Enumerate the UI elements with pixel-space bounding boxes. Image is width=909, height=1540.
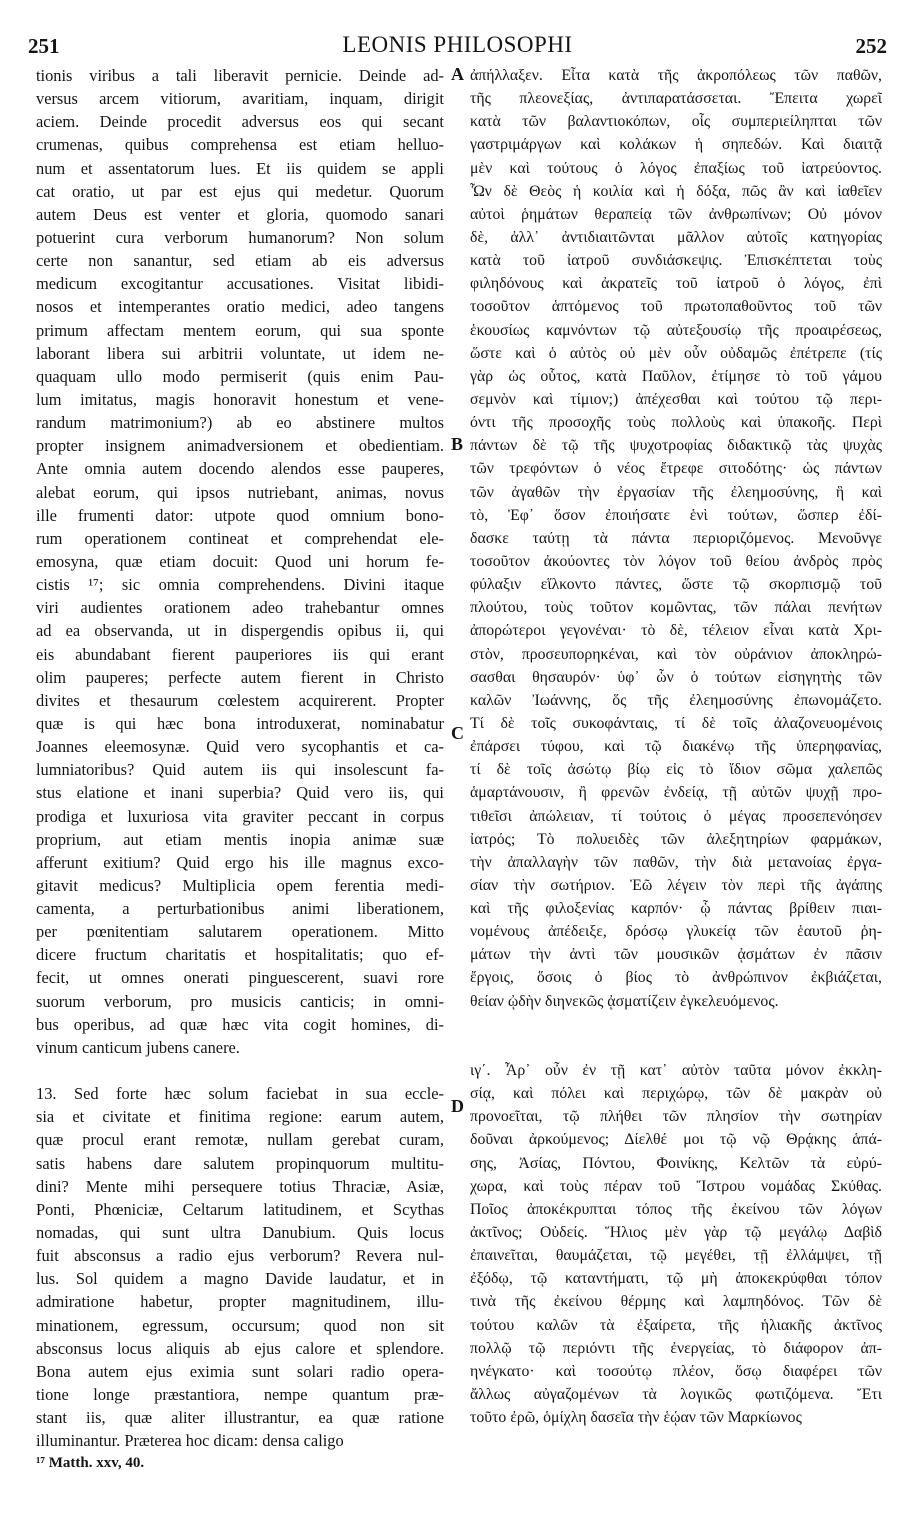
greek-text-line: μὲν καὶ τούτους ὁ λόγος ἐπαξίως τοῦ ἰατρεύοντος. bbox=[470, 159, 882, 177]
greek-text-line: σασθαι θησαυρόν· ὑφ᾽ ὧν ὁ τούτων εἰσηγητὴς τῶν bbox=[470, 668, 882, 686]
greek-text-line: τιθεῖσι ἀπώλειαν, τί τούτοις ὁ μέγας προσεπενόησεν bbox=[470, 807, 882, 825]
latin-text-line: tione longe præstantiora, nempe quantum præ- bbox=[36, 1385, 444, 1405]
latin-text-line: lumniatoribus? Quid autem iis qui insolescunt fa- bbox=[36, 760, 444, 780]
latin-text-line: randum matrimonium?) ab eo abstinere multos bbox=[36, 413, 444, 433]
latin-text-line: propter insignem animadversionem et obedientiam. bbox=[36, 436, 444, 456]
latin-text-line: absconsus locus aliquis ab ejus calore et splendore. bbox=[36, 1338, 444, 1358]
latin-text-line: quæ procul erant remotæ, nullam gerebat curam, bbox=[36, 1130, 444, 1150]
latin-text-line: Ponti, Phœniciæ, Celtarum latitudinem, et Scythas bbox=[36, 1199, 444, 1219]
latin-text-line: medicum excogitantur accusationes. Visitat libidi- bbox=[36, 274, 444, 294]
greek-text-line: τὴν ἀπαλλαγὴν τῶν παθῶν, τὴν διὰ μετανοίας ἐργα- bbox=[470, 853, 882, 871]
latin-text-line: nosos et intemperantes oratio medici, adeo tangens bbox=[36, 297, 444, 317]
greek-text-line: αὐτοὶ ῥημάτων θεραπείᾳ τῶν ἀνθρωπίνων; Οὐ μόνον bbox=[470, 205, 882, 223]
latin-text-line: quaquam ullo modo permiserit (quis enim Pau- bbox=[36, 366, 444, 386]
greek-text-line: Τί δὲ τοῖς συκοφάνταις, τί δὲ τοῖς ἀλαζονευομένοις bbox=[470, 714, 882, 732]
latin-text-line: lum imitatus, magis honoravit honestum et vene- bbox=[36, 389, 444, 409]
latin-text-line: ille frumenti dator: utpote quod omnium bono- bbox=[36, 505, 444, 525]
greek-text-line: τὸ, Ἐφ᾽ ὅσον ἐποιήσατε ἑνὶ τούτων, ὥσπερ ἐδί- bbox=[470, 506, 882, 524]
greek-text-line: κατὰ τοῦ ἰατροῦ συνδιάσκεψις. Ἐπισκέπτεται τοὺς bbox=[470, 252, 882, 270]
greek-text-line: ἀκτῖνος; Οὐδείς. Ἥλιος μὲν γὰρ τῷ μεγάλῳ Δαβὶδ bbox=[470, 1224, 882, 1242]
greek-text-line: ἔργοις, ὅσοις ὁ βίος τὸ ἀνθρώπινον ἐκβιάζεται, bbox=[470, 969, 882, 987]
greek-text-line: πολλῷ τῷ περιόντι τῆς ἐνεργείας, τὸ διάφορον ἀπ- bbox=[470, 1339, 882, 1357]
latin-text-line: per pœnitentiam salutarem operationem. Mitto bbox=[36, 922, 444, 942]
latin-text-line: 13. Sed forte hæc solum faciebat in sua eccle- bbox=[36, 1084, 444, 1104]
greek-text-line: δασκε ταύτῃ τὰ πάντα περιοριζόμενος. Μενοῦνγε bbox=[470, 529, 882, 547]
latin-text-line: fecit, ut omnes onerati pinguescerent, suavi rore bbox=[36, 968, 444, 988]
latin-text-line: crumenas, quibus comprehensa est etiam helluo- bbox=[36, 135, 444, 155]
latin-text-line: stant iis, quæ aliter illustrantur, ea quæ ratione bbox=[36, 1408, 444, 1428]
greek-text-line: μάτων τὴν ἀντὶ τῶν μουσικῶν ᾀσμάτων ἐν πᾶσιν bbox=[470, 946, 882, 964]
greek-text-line: ἐπαινεῖται, θαυμάζεται, τῷ μεγέθει, τῇ ἐλλάμψει, τῇ bbox=[470, 1247, 882, 1265]
latin-text-line: Bona autem ejus eximia sunt solari radio opera- bbox=[36, 1361, 444, 1381]
latin-text-line: versus arcem vitiorum, avaritiam, inquam, dirigit bbox=[36, 89, 444, 109]
latin-text-line: satis habens dare salutem propinquorum multitu- bbox=[36, 1153, 444, 1173]
latin-text-line: bus operibus, ad quæ hæc vita cogit homines, di- bbox=[36, 1014, 444, 1034]
latin-text-line: dini? Mente mihi persequere totius Thraciæ, Asiæ, bbox=[36, 1176, 444, 1196]
greek-text-line: σίαν τὴν σωτήριον. Ἐῶ λέγειν τὸν περὶ τῆς ἀγάπης bbox=[470, 876, 882, 894]
greek-text-line: τί δὲ τοῖς ἀσώτῳ βίῳ εἰς τὸ ἴδιον σῶμα χαλεπῶς bbox=[470, 761, 882, 779]
greek-text-line: σης, Ἀσίας, Πόντου, Φοινίκης, Κελτῶν τὰ εὐρύ- bbox=[470, 1154, 882, 1172]
greek-text-line: ἀπορώτεροι γεγονέναι· τὸ δὲ, τέλειον εἶναι κατὰ Χρι- bbox=[470, 622, 882, 640]
greek-text-line: όντι τῆς προσοχῆς τοὺς πολλοὺς καὶ ὑπακοῆς. Περὶ bbox=[470, 414, 882, 432]
greek-text-line: ἐξόδῳ, τῷ καταντήματι, τῷ μὴ ἀποκεκρύφθαι τόπον bbox=[470, 1270, 882, 1288]
greek-column bbox=[470, 64, 882, 1429]
greek-text-line: γαστριμάργων καὶ κολάκων ἡ σηπεδών. Καὶ διαιτᾷ bbox=[470, 136, 882, 154]
greek-text-line: πλούτου, τοὺς τοῦτον κομῶντας, τῶν πάλαι πενήτων bbox=[470, 599, 882, 617]
greek-text-line: γὰρ ὡς οὗτος, κατὰ Παῦλον, ἐτίμησε τὸ τοῦ γάμου bbox=[470, 367, 882, 385]
footnote: ¹⁷ Matth. xxv, 40. bbox=[36, 1455, 145, 1472]
greek-text-line: τινὰ τῆς ἐκείνου θέρμης καὶ λαμπηδόνος. Τῶν δὲ bbox=[470, 1293, 882, 1311]
greek-text-line: νομένους ἀπέδειξε, δρόσῳ γλυκείᾳ τῶν ἑαυτοῦ ῥη- bbox=[470, 923, 882, 941]
latin-text-line: cistis ¹⁷; sic omnia comprehendens. Divini itaque bbox=[36, 575, 444, 595]
greek-text-line: τοῦτο ἐρῶ, ὁμίχλη δασεῖα τὴν ἑῴαν τῶν Μαρκίωνος bbox=[470, 1409, 802, 1427]
section-marker-b: B bbox=[451, 434, 464, 454]
greek-text-line: ἀπήλλαξεν. Εἶτα κατὰ τῆς ἀκροπόλεως τῶν παθῶν, bbox=[470, 67, 882, 84]
greek-text-line: πάντων δὲ τῷ τῆς ψυχοτροφίας διδακτικῷ τὰς ψυχὰς bbox=[470, 437, 882, 455]
latin-text-line: camenta, a perturbationibus animi liberationem, bbox=[36, 899, 444, 919]
latin-text-line: nomadas, qui sunt ultra Danubium. Quis locus bbox=[36, 1223, 444, 1243]
latin-text-line: admiratione habetur, propter magnitudinem, illu- bbox=[36, 1292, 444, 1312]
greek-text-line: ὥστε καὶ ὁ αὐτὸς οὐ μὲν οὖν οὐδαμῶς ἐπέτρεπε (τίς bbox=[470, 344, 882, 362]
latin-text-line: eis abundabant fierent pauperiores iis qui erant bbox=[36, 644, 444, 664]
greek-text-line: φύλαξιν εἵλκοντο πάντες, ὥστε τῷ σκορπισμῷ τοῦ bbox=[470, 576, 882, 594]
greek-text-line: ἄλλως αὐγαζομένων τὰ λογικῶς φωτιζόμενα. Ἔτι bbox=[470, 1386, 882, 1404]
greek-text-line: καὶ τῆς φιλοξενίας καρπόν· ᾧ πάντας βρίθειν πιαι- bbox=[470, 900, 882, 918]
paragraph-gap bbox=[470, 1036, 882, 1059]
latin-text-line: laborant libera sui arbitrii voluntate, ut idem ne- bbox=[36, 343, 444, 363]
running-title: LEONIS PHILOSOPHI bbox=[342, 32, 573, 57]
greek-text-line: στὸν, προσευπορηκέναι, καὶ τὸν οὐράνιον ἀποκληρώ- bbox=[470, 645, 882, 663]
latin-text-line: rum operationem contineat et comprehendat ele- bbox=[36, 528, 444, 548]
latin-text-line: suorum verborum, pro musicis canticis; in omni- bbox=[36, 991, 444, 1011]
latin-text-line: tionis viribus a tali liberavit pernicie. Deinde ad- bbox=[36, 66, 444, 85]
latin-text-line: cat oratio, ut par est ejus qui medetur. Quorum bbox=[36, 181, 444, 201]
greek-text-line: δοῦναι ἀρκούμενος; Δίελθέ μοι τῷ νῷ Θρᾴκης ἁπά- bbox=[470, 1131, 882, 1149]
latin-text-line: emosyna, quæ etiam docuit: Quod uni horum fe- bbox=[36, 551, 444, 571]
greek-text-line: τῶν τρεφόντων ὁ νέος ἔτρεφε σιτοδότης· ὡς πάντων bbox=[470, 460, 882, 478]
latin-text-line: olim pauperes; perfecte autem fierent in Christo bbox=[36, 667, 444, 687]
latin-text-line: primum affectam mentem eorum, qui sua sponte bbox=[36, 320, 444, 340]
greek-text-line: καλῶν Ἰωάννης, ὅς τῆς ἐλεημοσύνης ἐπωνομάζετο. bbox=[470, 691, 882, 709]
latin-text-line: aciem. Deinde procedit adversus eos qui secant bbox=[36, 112, 444, 132]
greek-text-line: Ὧν δὲ Θεὸς ἡ κοιλία καὶ ἡ δόξα, πῶς ἂν καὶ ἰαθεῖεν bbox=[470, 182, 882, 200]
latin-text-line: gitavit medicus? Multiplicia opem ferentia medi- bbox=[36, 875, 444, 895]
latin-text-line: certe non sanantur, sed etiam ab eis adversus bbox=[36, 251, 444, 271]
page-number-left: 251 bbox=[28, 34, 60, 58]
greek-text-line: ἑκουσίως καμνόντων τῷ αὐτεξουσίῳ τῆς προαιρέσεως, bbox=[470, 321, 882, 339]
latin-text-line: viri audientes orationem adeo trahebantur omnes bbox=[36, 598, 444, 618]
greek-text-line: σεμνὸν καὶ τίμιον;) ἀπέχεσθαι καὶ τούτου τῷ περι- bbox=[470, 390, 882, 408]
latin-text-line: sia et civitate et finitima regione: earum autem, bbox=[36, 1107, 444, 1127]
latin-text-line: fuit absconsus a radio ejus verborum? Revera nul- bbox=[36, 1246, 444, 1266]
page-number-right: 252 bbox=[855, 34, 887, 58]
greek-text-line: χωρα, καὶ τοὺς πέραν τοῦ Ἴστρου νομάδας Σκύθας. bbox=[470, 1177, 882, 1195]
latin-text-line: illuminantur. Præterea hoc dicam: densa caligo bbox=[36, 1431, 344, 1451]
latin-text-line: autem Deus est venter et gloria, quomodo sanari bbox=[36, 204, 444, 224]
latin-text-line: vinum canticum jubens canere. bbox=[36, 1037, 240, 1057]
paragraph-gap bbox=[36, 1059, 444, 1082]
greek-text-line: κατὰ τῶν βαλαντιοκόπων, οἷς συμπεριείληπται τῶν bbox=[470, 113, 882, 131]
greek-text-line: τοσοῦτον ἁπτόμενος τοῦ πρωτοπαθοῦντος τοῦ τῶν bbox=[470, 298, 882, 316]
latin-text-line: proprium, aut etiam mentis inopia animæ suæ bbox=[36, 829, 444, 849]
latin-text-line: stus elatione et inani superbia? Quid vero iis, qui bbox=[36, 783, 444, 803]
latin-text-line: num et assentatorum lues. Et iis quidem se appli bbox=[36, 158, 444, 178]
greek-text-line: Ποῖος ἀποκέκρυπται τόπος τῆς ἐκείνου τῶν λόγων bbox=[470, 1200, 882, 1218]
section-marker-c: C bbox=[451, 723, 464, 743]
latin-text-line: lus. Sol quidem a magno Davide laudatur, et in bbox=[36, 1269, 444, 1289]
greek-text-line: τούτου καλῶν τὰ ἐξαίρετα, τῆς ἡλιακῆς ἀκτῖνος bbox=[470, 1316, 882, 1334]
greek-text-line: δὲ, ἀλλ᾽ ἀντιδιαιτῶνται μᾶλλον αὐτοῖς κατηγορίας bbox=[470, 228, 882, 246]
latin-text-line: quæ is qui hæc bona introduxerat, nominabatur bbox=[36, 713, 444, 733]
greek-text-line: ηνέγκατο· καὶ τοσούτῳ πλέον, ὅσῳ διαφέρει τῶν bbox=[470, 1362, 882, 1380]
latin-text-line: ad ea observanda, ut in dispergendis opibus ii, qui bbox=[36, 621, 444, 641]
latin-text-line: Ante omnia autem docendo alendos esse pauperes, bbox=[36, 459, 444, 479]
latin-text-line: dicere fructum charitatis et hospitalitatis; quo ef- bbox=[36, 945, 444, 965]
latin-column bbox=[36, 64, 444, 1475]
page-header bbox=[28, 20, 887, 60]
latin-text-line: minationem, egressum, occursum; quod non sit bbox=[36, 1315, 444, 1335]
greek-text-line: θείαν ᾠδὴν διηνεκῶς ᾀσματίζειν ἐγκελευόμενος. bbox=[470, 992, 779, 1010]
greek-text-line: ἐπάρσει τύφου, καὶ τῷ διακένῳ τῆς ὑπερηφανίας, bbox=[470, 738, 882, 756]
greek-text-line: τοσοῦτον ἀκούοντες τὸν λόγον τοῦ θείου ἀνδρὸς πρὸς bbox=[470, 552, 882, 570]
latin-text-line: afferunt exitium? Quid ergo his ille magnus exco- bbox=[36, 852, 444, 872]
latin-text-line: prodiga et luxuriosa vita graviter peccant in corpus bbox=[36, 806, 444, 826]
paragraph-gap bbox=[470, 1013, 882, 1036]
section-marker-d: D bbox=[451, 1096, 464, 1116]
latin-text-line: potuerint cura verborum humanorum? Non solum bbox=[36, 227, 444, 247]
greek-text-line: προνοεῖται, τῷ πλήθει τῶν πλησίον τὴν σωτηρίαν bbox=[470, 1108, 882, 1126]
latin-text-line: alebat eorum, qui ipsos nutriebant, animas, novus bbox=[36, 482, 444, 502]
greek-text-line: σίᾳ, καὶ πόλει καὶ περιχώρῳ, τῶν δὲ μακρὰν οὐ bbox=[470, 1085, 882, 1103]
greek-text-line: τῆς πλεονεξίας, ἀντιπαρατάσσεται. Ἔπειτα χωρεῖ bbox=[470, 90, 882, 108]
greek-text-line: ιγ΄. Ἆρ᾽ οὖν ἐν τῇ κατ᾽ αὐτὸν ταῦτα μόνον ἐκκλη- bbox=[470, 1062, 882, 1080]
greek-text-line: φιληδόνους καὶ ἀκρατεῖς τοῦ ἰατροῦ ὁ λόγος, ἐπὶ bbox=[470, 275, 882, 293]
section-marker-a: A bbox=[451, 64, 464, 84]
greek-text-line: ἁμαρτάνουσιν, ἢ φρενῶν ἐνδείᾳ, τῇ αὐτῶν ψυχῇ προ- bbox=[470, 784, 882, 802]
latin-text-line: Joannes eleemosynæ. Quid vero sycophantis et ca- bbox=[36, 737, 444, 757]
greek-text-line: ἰατρός; Τὸ πολυειδὲς τῶν ἀλεξητηρίων φαρμάκων, bbox=[470, 830, 882, 848]
greek-text-line: τῶν ἀγαθῶν τὴν ἐργασίαν τῆς ἐλεημοσύνης, ἣ καὶ bbox=[470, 483, 882, 501]
latin-text-line: divites et thesaurum cœlestem acquirerent. Propter bbox=[36, 690, 444, 710]
